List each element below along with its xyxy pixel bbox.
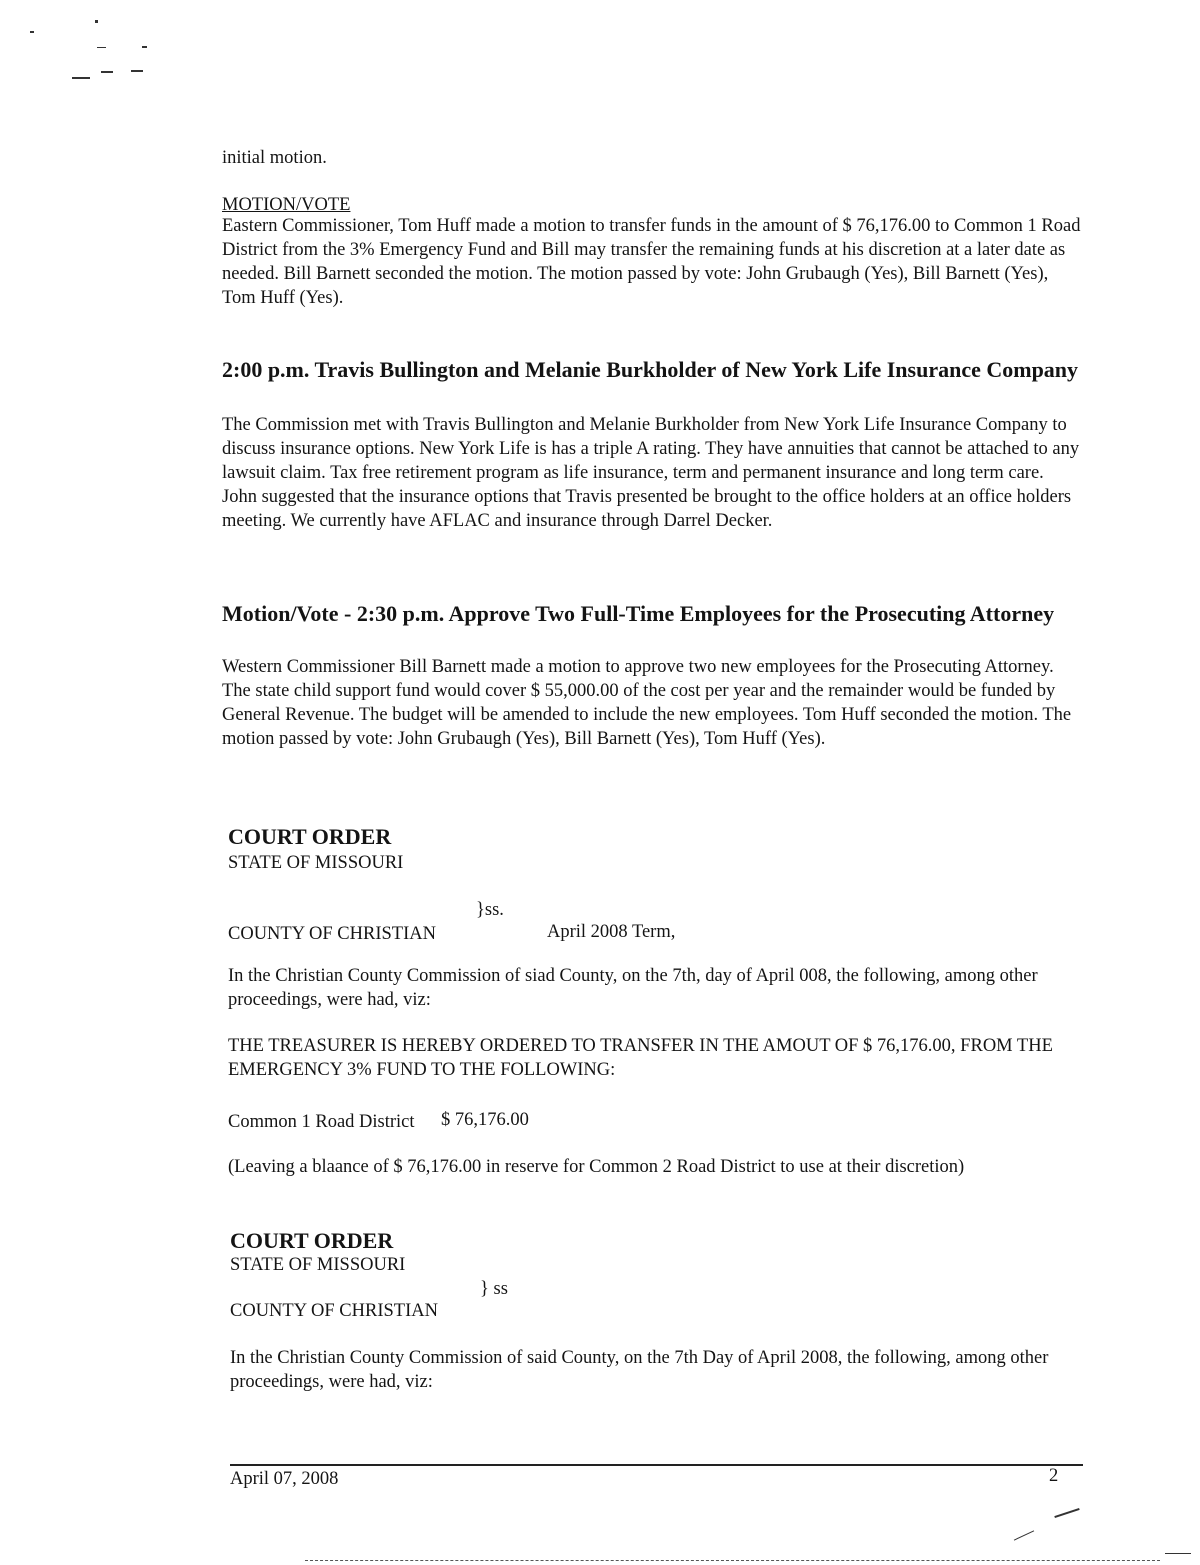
court-order-1-intro: In the Christian County Commission of siad County, on the 7th, day of April 008, the following, among other proceedings, were had, viz: [228,966,1038,1010]
court-order-1-title: COURT ORDER [228,824,392,849]
scan-speck [101,71,113,73]
scan-speck [1054,1508,1079,1518]
scan-speck [30,31,34,33]
scan-speck [95,20,98,23]
motion-vote-label: MOTION/VOTE [222,195,351,215]
court-order-1-order: THE TREASURER IS HEREBY ORDERED TO TRANSFER IN THE AMOUT OF $ 76,176.00, FROM THE EMERGENCY 3% FUND TO THE FOLLOWING: [228,1036,1053,1080]
motion-vote-text: Eastern Commissioner, Tom Huff made a motion to transfer funds in the amount of $ 76,176.00 to Common 1 Road District from the 3% Emergency Fund and Bill may transfer the remaining funds at his discretion at a later date as needed. Bill Barnett seconded the motion. The motion passed by vote: John Grubaugh (Yes), Bill Barnett (Yes), Tom Huff (Yes). [222,216,1081,308]
intro-line: initial motion. [222,148,327,168]
court-order-2-ss: } ss [480,1279,508,1299]
court-order-2-county: COUNTY OF CHRISTIAN [230,1301,438,1321]
scan-edge-line [305,1560,1160,1561]
scan-speck [142,46,147,48]
court-order-1-note: (Leaving a blaance of $ 76,176.00 in reserve for Common 2 Road District to use at their discretion) [228,1157,965,1177]
court-order-2-state: STATE OF MISSOURI [230,1255,406,1275]
court-order-2-title: COURT ORDER [230,1228,394,1253]
footer-date: April 07, 2008 [230,1469,339,1489]
footer-rule [230,1464,1083,1466]
insurance-heading: 2:00 p.m. Travis Bullington and Melanie Burkholder of New York Life Insurance Company [222,357,1079,382]
court-order-1-ss: }ss. [476,900,504,920]
insurance-text: The Commission met with Travis Bullington and Melanie Burkholder from New York Life Insurance Company to discuss insurance options. New York Life is has a triple A rating. They have annuities that cannot be attached to any lawsuit claim. Tax free retirement program as life insurance, term and permanent insurance and long term care. John suggested that the insurance options that Travis presented be brought to the office holders at an office holders meeting. We currently have AFLAC and insurance through Darrel Decker. [222,415,1080,531]
employees-heading: Motion/Vote - 2:30 p.m. Approve Two Full-Time Employees for the Prosecuting Attorney [222,601,1055,626]
court-order-1-state: STATE OF MISSOURI [228,853,404,873]
court-order-1-county: COUNTY OF CHRISTIAN [228,924,436,944]
scan-speck [72,77,90,79]
footer-page-number: 2 [1049,1466,1059,1486]
court-order-1-term: April 2008 Term, [547,922,676,942]
court-order-1-line-item-amount: $ 76,176.00 [441,1110,529,1130]
court-order-2-intro: In the Christian County Commission of said County, on the 7th Day of April 2008, the following, among other proceedings, were had, viz: [230,1348,1049,1392]
scan-speck [1014,1530,1034,1540]
court-order-1-line-item-name: Common 1 Road District [228,1112,415,1132]
scan-speck [1165,1553,1191,1554]
scan-speck [131,70,143,72]
employees-text: Western Commissioner Bill Barnett made a motion to approve two new employees for the Prosecuting Attorney. The state child support fund would cover $ 55,000.00 of the cost per year and the remainder would be funded by General Revenue. The budget will be amended to include the new employees. Tom Huff seconded the motion. The motion passed by vote: John Grubaugh (Yes), Bill Barnett (Yes), Tom Huff (Yes). [222,657,1072,749]
scan-speck [97,47,106,48]
